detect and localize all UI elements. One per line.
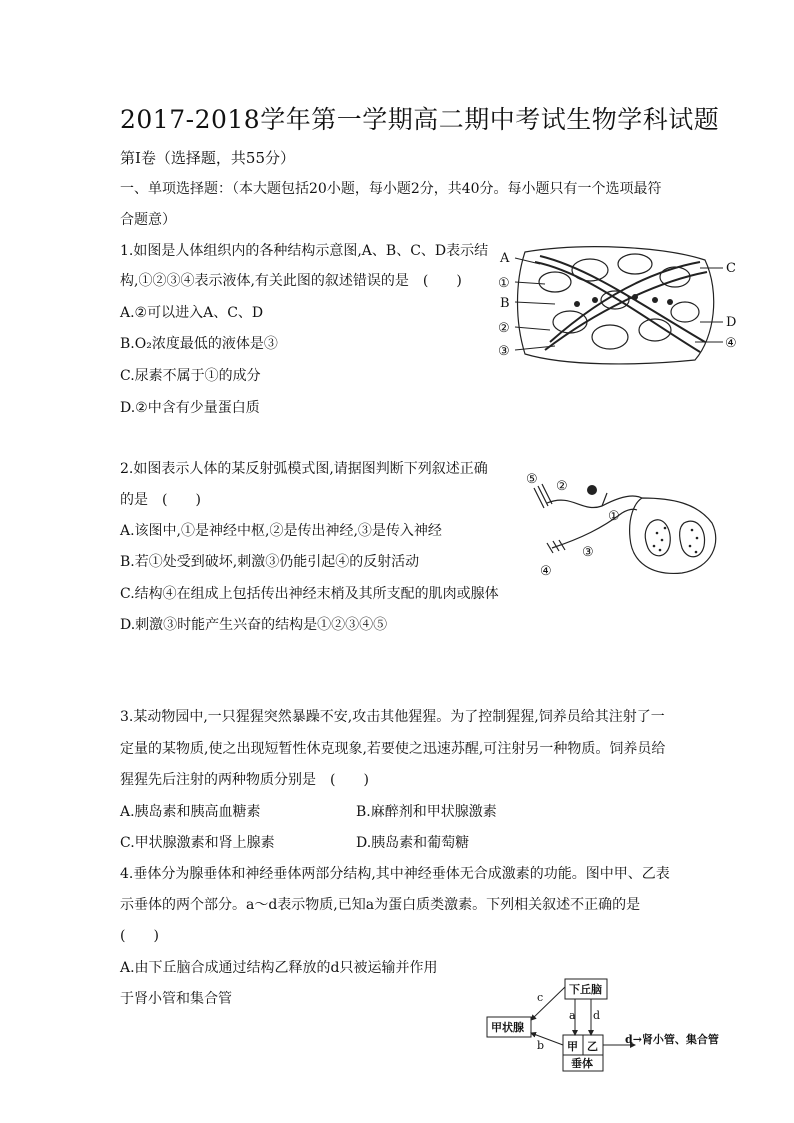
q4-stem-line-3: ( ) (120, 928, 159, 944)
fig1-label-2: ② (498, 321, 510, 336)
q2-option-c: C.结构④在组成上包括传出神经末梢及其所支配的肌肉或腺体 (120, 586, 499, 602)
section-heading: 第Ⅰ卷（选择题，共55分） (120, 149, 296, 167)
page-title: 2017-2018学年第一学期高二期中考试生物学科试题 (120, 105, 720, 134)
q2-stem-line-1: 2.如图表示人体的某反射弧模式图,请据图判断下列叙述正确 (120, 461, 488, 477)
q2-stem-line-2: 的是 ( ) (120, 492, 201, 508)
q3-stem-line-3: 猩猩先后注射的两种物质分别是 ( ) (120, 772, 369, 788)
fig4-thyroid: 甲状腺 (491, 1021, 524, 1034)
fig4-pituitary: 垂体 (571, 1057, 593, 1070)
fig4-d: d (593, 1009, 601, 1022)
q3-option-b: B.麻醉剂和甲状腺激素 (356, 804, 497, 820)
q2-option-a: A.该图中,①是神经中枢,②是传出神经,③是传入神经 (120, 523, 442, 539)
instructions-line-1: 一、单项选择题：（本大题包括20小题，每小题2分，共40分。每小题只有一个选项最符 (120, 181, 662, 197)
q3-stem-line-2: 定量的某物质,使之出现短暂性休克现象,若要使之迅速苏醒,可注射另一种物质。饲养员给 (120, 741, 666, 757)
fig1-label-3: ③ (498, 344, 510, 359)
fig2-label-3: ③ (582, 545, 594, 560)
q3-stem-line-1: 3.某动物园中,一只猩猩突然暴躁不安,攻击其他猩猩。为了控制猩猩,饲养员给其注射了一 (120, 709, 665, 725)
q1-stem-line-1: 1.如图是人体组织内的各种结构示意图,A、B、C、D表示结 (120, 243, 489, 259)
fig1-label-4: ④ (725, 336, 737, 351)
q3-option-d: D.胰岛素和葡萄糖 (356, 835, 470, 851)
q1-option-d: D.②中含有少量蛋白质 (120, 400, 260, 416)
fig1-label-d: D (726, 315, 737, 330)
q3-option-c: C.甲状腺激素和肾上腺素 (120, 835, 275, 851)
fig4-jia: 甲 (567, 1040, 578, 1053)
fig4-hypothalamus: 下丘脑 (569, 983, 602, 996)
instructions-line-2: 合题意） (120, 212, 176, 228)
hormone-diagram (485, 975, 735, 1075)
q1-option-c: C.尿素不属于①的成分 (120, 368, 261, 384)
q4-option-a-line-2: 于肾小管和集合管 (120, 991, 232, 1007)
reflex-arc-diagram (522, 468, 732, 583)
fig1-label-1: ① (498, 276, 510, 291)
fig1-label-a: A (500, 251, 510, 266)
q4-stem-line-2: 示垂体的两个部分。a～d表示物质,已知a为蛋白质类激素。下列相关叙述不正确的是 (120, 897, 641, 913)
fig4-a: a (569, 1009, 576, 1022)
tissue-diagram (495, 242, 745, 367)
fig2-label-1: ① (608, 509, 620, 524)
q4-stem-line-1: 4.垂体分为腺垂体和神经垂体两部分结构,其中神经垂体无合成激素的功能。图中甲、乙表 (120, 866, 670, 882)
q1-stem-line-2: 构,①②③④表示液体,有关此图的叙述错误的是 ( ) (120, 273, 462, 289)
fig1-label-b: B (500, 296, 510, 311)
fig4-yi: 乙 (587, 1040, 598, 1053)
q2-option-b: B.若①处受到破坏,刺激③仍能引起④的反射活动 (120, 554, 420, 570)
q3-option-a: A.胰岛素和胰高血糖素 (120, 804, 261, 820)
fig2-label-4: ④ (540, 564, 552, 579)
fig4-kidney: d→肾小管、集合管 (625, 1033, 719, 1046)
fig1-label-c: C (726, 261, 736, 276)
fig2-label-5: ⑤ (526, 472, 538, 487)
q1-option-a: A.②可以进入A、C、D (120, 305, 264, 321)
fig4-b: b (537, 1039, 545, 1052)
q2-option-d: D.刺激③时能产生兴奋的结构是①②③④⑤ (120, 617, 388, 633)
fig4-c: c (537, 991, 544, 1004)
q1-option-b: B.O₂浓度最低的液体是③ (120, 336, 278, 352)
q4-option-a-line-1: A.由下丘脑合成通过结构乙释放的d只被运输并作用 (120, 960, 438, 976)
fig2-label-2: ② (556, 479, 568, 494)
